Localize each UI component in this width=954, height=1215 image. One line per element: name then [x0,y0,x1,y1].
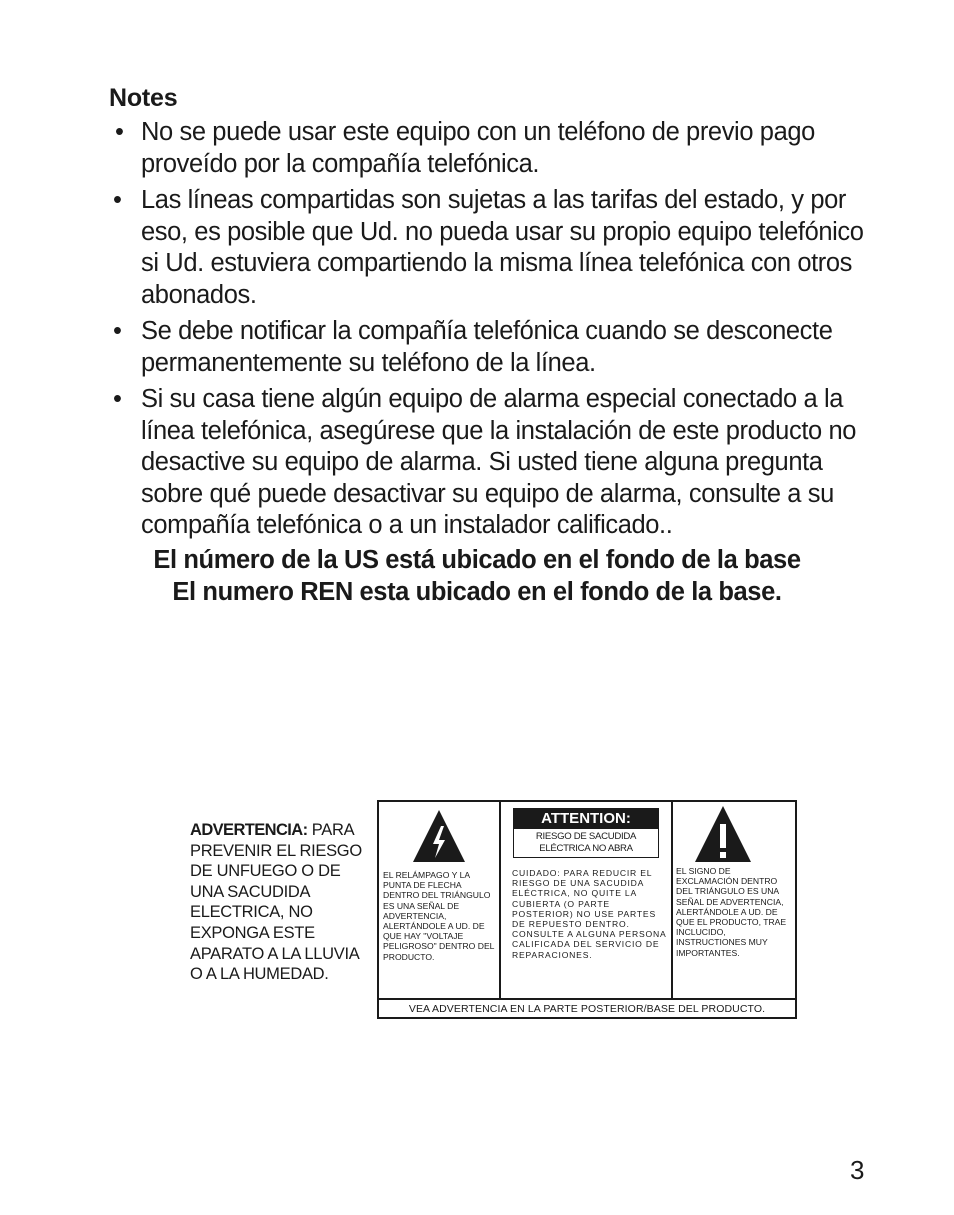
bullet: • [113,186,122,214]
caution-text: CUIDADO: PARA REDUCIR EL RIESGO DE UNA SACUDIDA ELÉCTRICA, NO QUITE LA CUBIERTA (O PARTE POSTERIOR) NO USE PARTES DE REPUESTO DENTRO. CONSULTE A ALGUNA PERSONA CALIFICADA DEL SERVICIO DE REPARACIONES. [512,868,667,960]
list-item [110,316,880,379]
bullet: • [113,317,122,345]
label-left-panel [379,802,501,998]
attention-subtitle: RIESGO DE SACUDIDA ELÉCTRICA NO ABRA [535,831,637,854]
list-item [110,384,880,542]
safety-label [377,800,797,1019]
label-footer: VEA ADVERTENCIA EN LA PARTE POSTERIOR/BASE DEL PRODUCTO. [379,998,795,1019]
warning-text [190,820,370,985]
list-item-text: Se debe notificar la compañía telefónica cuando se desconecte permanentemente su teléfono de la línea. [141,317,833,377]
list-item-text: No se puede usar este equipo con un teléfono de previo pago proveído por la compañía telefónica. [141,118,815,178]
notes-title: Notes [109,84,178,112]
bullet: • [115,118,124,146]
bullet: • [113,385,122,413]
label-right-panel [673,802,795,998]
exclamation-triangle-icon [693,804,753,864]
lightning-explanation: EL RELÁMPAGO Y LA PUNTA DE FLECHA DENTRO DEL TRIÁNGULO ES UNA SEÑAL DE ADVERTENCIA, ALERTÁNDOLE A UD. DE QUE HAY "VOLTAJE PELIGROSO" DENTRO DEL PRODUCTO. [383,870,495,962]
notes-list [110,117,880,547]
us-number-location: El número de la US está ubicado en el fondo de la base [153,546,801,574]
list-item [110,117,880,180]
location-notice [0,545,954,608]
attention-title: ATTENTION: [514,809,658,829]
page-number: 3 [850,1155,865,1185]
exclamation-explanation: EL SIGNO DE EXCLAMACIÓN DENTRO DEL TRIÁNGULO ES UNA SEÑAL DE ADVERTENCIA, ALERTÁNDOLE A UD. DE QUE EL PRODUCTO, TRAE INCLUCIDO, INSTRUCTIONES MUY IMPORTANTES. [676,866,787,958]
warning-body: PARA PREVENIR EL RIESGO DE UNFUEGO O DE UNA SACUDIDA ELECTRICA, NO EXPONGA ESTE APARATO A LA LLUVIA O A LA HUMEDAD. [190,821,362,984]
ren-number-location: El numero REN esta ubicado en el fondo de la base. [172,577,782,606]
label-middle-panel [501,802,673,998]
list-item-text: Las líneas compartidas son sujetas a las tarifas del estado, y por eso, es posible que Ud. no pueda usar su propio equipo telefónico si Ud. estuviera compartiendo la misma línea telefónica con otros abonados. [141,186,864,309]
list-item-text: Si su casa tiene algún equipo de alarma especial conectado a la línea telefónica, asegúrese que la instalación de este producto no desactive su equipo de alarma. Si usted tiene alguna pregunta sobre qué puede desactivar su equipo de alarma, consulte a su compañía telefónica o a un instalador calificado.. [141,385,857,539]
attention-box [513,808,659,858]
warning-heading: ADVERTENCIA: [190,821,308,839]
lightning-triangle-icon [411,808,467,864]
list-item [110,185,880,311]
